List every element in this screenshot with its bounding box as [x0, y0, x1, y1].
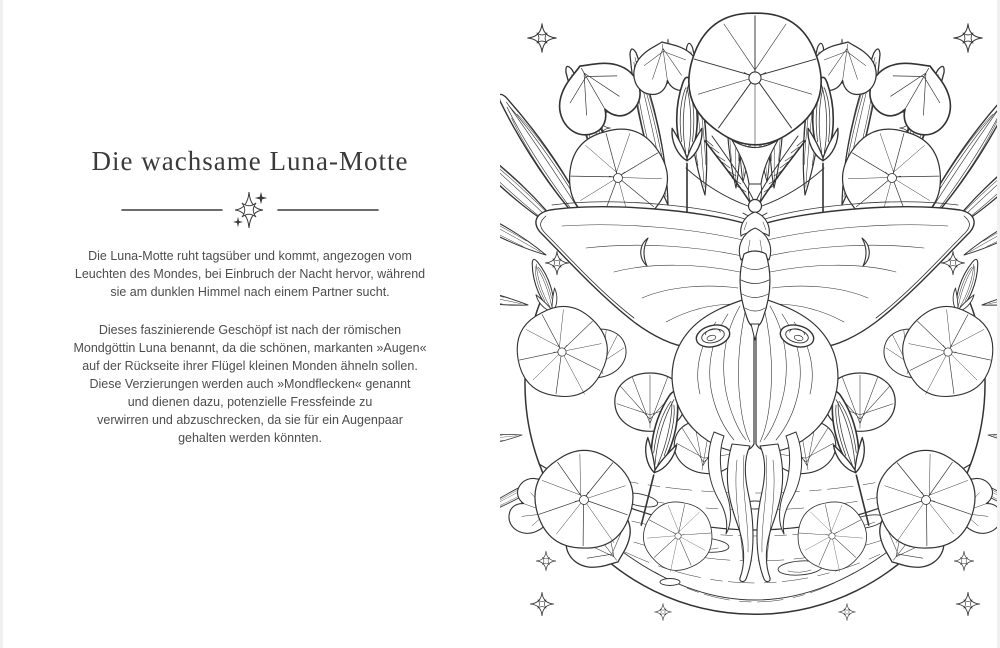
text-line: Die Luna-Motte ruht tagsüber und kommt, angezogen vom	[88, 249, 412, 263]
text-line: gehalten werden könnten.	[178, 431, 322, 445]
luna-moth-illustration	[500, 0, 1000, 648]
top-trumpet-flower	[689, 13, 821, 210]
sparkle-divider-icon	[120, 187, 380, 233]
paragraph-1	[45, 247, 455, 301]
right-page	[500, 0, 1000, 648]
text-line: sie am dunklen Himmel nach einem Partner sucht.	[110, 285, 390, 299]
paragraph-2	[45, 321, 455, 447]
text-line: Leuchten des Mondes, bei Einbruch der Nacht hervor, während	[74, 267, 426, 281]
text-line: Diese Verzierungen werden auch »Mondflecken« genannt	[89, 377, 411, 391]
moon-craters	[596, 467, 913, 586]
text-column	[45, 146, 455, 467]
text-line: verwirren und abzuschrecken, da sie für ein Augenpaar	[97, 413, 403, 427]
text-line: auf der Rückseite ihrer Flügel kleinen Monden ähneln sollen.	[82, 359, 418, 373]
text-line: Mondgöttin Luna benannt, da die schönen, markanten »Augen«	[73, 341, 427, 355]
text-line: und dienen dazu, potenzielle Fressfeinde zu	[127, 395, 373, 409]
page-title: Die wachsame Luna-Motte	[91, 146, 409, 176]
text-line: Dieses faszinierende Geschöpf ist nach der römischen	[98, 323, 402, 337]
